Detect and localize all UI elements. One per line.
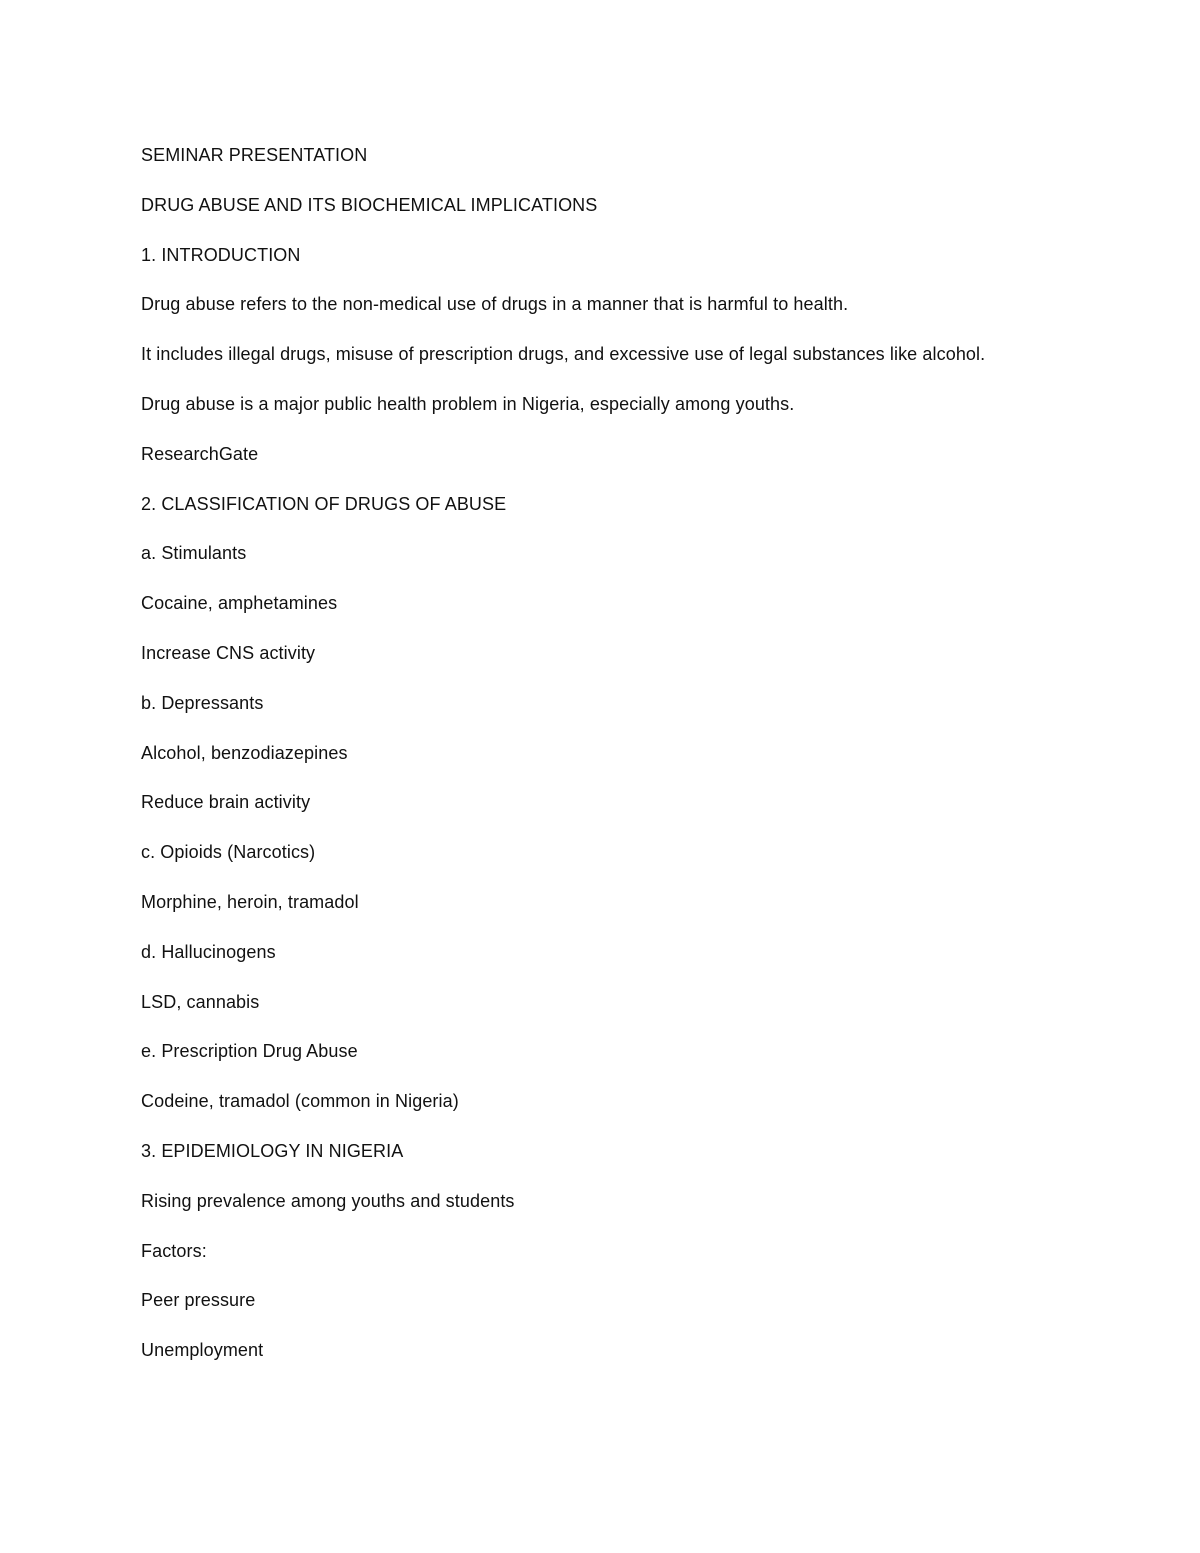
paragraph-line: Drug abuse is a major public health problem in Nigeria, especially among youths. (141, 393, 795, 414)
paragraph-line: Reduce brain activity (141, 792, 311, 813)
subheading-depressants: b. Depressants (141, 692, 264, 713)
subheading-opioids: c. Opioids (Narcotics) (141, 842, 316, 863)
paragraph-line: Morphine, heroin, tramadol (141, 891, 359, 912)
paragraph-line: Unemployment (141, 1340, 264, 1361)
paragraph-line: Codeine, tramadol (common in Nigeria) (141, 1091, 459, 1112)
subheading-stimulants: a. Stimulants (141, 543, 247, 564)
document-title: SEMINAR PRESENTATION (141, 145, 368, 165)
paragraph-line: Factors: (141, 1240, 207, 1261)
paragraph-line: Cocaine, amphetamines (141, 593, 338, 614)
paragraph-line: It includes illegal drugs, misuse of prescription drugs, and excessive use of legal substances like alcohol. (141, 344, 986, 365)
document-body (141, 139, 1101, 1384)
paragraph-line: Drug abuse refers to the non-medical use of drugs in a manner that is harmful to health. (141, 294, 849, 315)
section-heading-classification: 2. CLASSIFICATION OF DRUGS OF ABUSE (141, 493, 507, 514)
subheading-prescription-drug-abuse: e. Prescription Drug Abuse (141, 1041, 358, 1062)
paragraph-line: LSD, cannabis (141, 991, 260, 1012)
paragraph-line: Alcohol, benzodiazepines (141, 742, 348, 763)
paragraph-line: Peer pressure (141, 1290, 256, 1311)
document-subtitle: DRUG ABUSE AND ITS BIOCHEMICAL IMPLICATIONS (141, 194, 598, 215)
subheading-hallucinogens: d. Hallucinogens (141, 941, 276, 962)
section-heading-introduction: 1. INTRODUCTION (141, 244, 301, 265)
paragraph-line: Rising prevalence among youths and students (141, 1190, 515, 1211)
paragraph-line: Increase CNS activity (141, 642, 316, 663)
section-heading-epidemiology: 3. EPIDEMIOLOGY IN NIGERIA (141, 1140, 404, 1161)
source-note: ResearchGate (141, 443, 259, 464)
